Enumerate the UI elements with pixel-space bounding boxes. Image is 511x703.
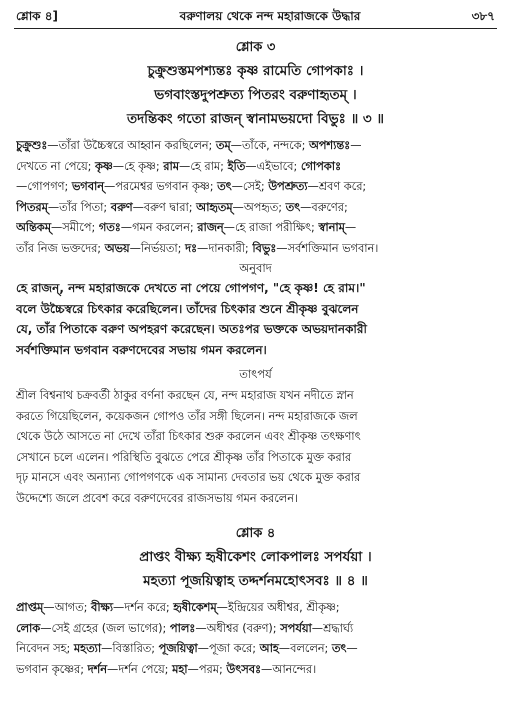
gloss-text: ভগবান কৃষ্ণের; — [16, 662, 88, 676]
sanskrit-term: লোক — [16, 621, 41, 635]
translation-line: বলে উচ্চৈস্বরে চিৎকার করেছিলেন। তাঁদের চিৎকার শুনে শ্রীকৃষ্ণ বুঝলেন — [16, 301, 359, 316]
sanskrit-term: হৃষীকেশম্ — [173, 601, 217, 614]
sanskrit-term: তৎ — [217, 180, 232, 194]
gloss-text: —সেই; — [231, 180, 269, 194]
sanskrit-term: মহা — [172, 662, 188, 676]
gloss-text: —দানকারী; — [197, 241, 253, 255]
gloss-text: —দর্শন করে; — [112, 601, 174, 614]
sanskrit-term: স্বানাম্ — [318, 221, 345, 235]
gloss-text: —দর্শন পেয়ে; — [106, 662, 173, 676]
gloss-text: —তাঁরা উচ্চৈস্বরে আহ্বান করছিলেন; — [47, 139, 216, 152]
gloss-text: —বিস্তারিত; — [101, 642, 159, 656]
gloss-text: —গোপগণ; — [16, 180, 72, 194]
verse-4-synonyms — [16, 598, 496, 680]
gloss-text: —পরম; — [187, 662, 227, 676]
gloss-text: —তাঁকে, নন্দকে; — [230, 139, 309, 152]
gloss-text: —বরুণ দ্বারা; — [132, 200, 197, 214]
synonym-line — [16, 198, 496, 219]
gloss-text: —অপহৃত; — [232, 200, 286, 214]
gloss-text: —শ্রবণ করে; — [307, 180, 367, 194]
sanskrit-term: আহৃতম্ — [196, 200, 233, 214]
gloss-text: —সর্বশক্তিমান ভগবান। — [276, 241, 379, 255]
sanskrit-term: অপশ্যন্তঃ — [308, 139, 351, 152]
sanskrit-term: বীক্ষ্য — [91, 601, 113, 614]
gloss-text: —আগত; — [43, 601, 92, 614]
gloss-text: তাঁর নিজ ভক্তদের; — [16, 241, 105, 255]
sanskrit-term: আহ — [259, 642, 279, 656]
verse-3-line-2: ভগবাংস্তদুপশ্রুত্য পিতরং বরুণাহৃতম্ । — [154, 87, 357, 103]
sanskrit-term: দর্শন — [87, 662, 107, 676]
sanskrit-term: অভয় — [104, 241, 130, 255]
verse-3-purport — [16, 386, 496, 510]
gloss-text: —পূজা করে; — [197, 642, 260, 656]
gloss-text: —নির্ভয়তা; — [129, 241, 186, 255]
sanskrit-term: তৎ — [331, 642, 347, 656]
purport-line: দৃঢ় মানসে এবং অন্যান্য গোপগণকে এক সামান্য দেবতার ভয় থেকে মুক্ত করার — [16, 471, 361, 485]
sanskrit-term: ভগবান্ — [71, 180, 105, 194]
gloss-text: —হে রাম; — [179, 159, 228, 173]
running-head-verse: শ্লোক ৪] — [16, 9, 59, 23]
sanskrit-term: উপশ্রুত্য — [268, 180, 308, 194]
sanskrit-term: উৎসবঃ — [226, 662, 262, 676]
gloss-text: — — [344, 221, 357, 235]
synonym-line — [16, 598, 496, 619]
gloss-text: নিবেদন সহ; — [16, 642, 74, 656]
synonym-line — [16, 639, 496, 660]
verse-3-heading: শ্লোক ৩ — [235, 40, 276, 55]
sanskrit-term: চুক্রুশুঃ — [16, 139, 48, 152]
sanskrit-term: রাজন্ — [197, 221, 224, 235]
gloss-text: —হে কৃষ্ণ; — [112, 159, 164, 173]
gloss-text: — — [346, 642, 358, 656]
gloss-text: —ইন্দ্রিয়ের অধীশ্বর, শ্রীকৃষ্ণ; — [216, 601, 340, 614]
sanskrit-term: পিতরম্ — [16, 200, 48, 214]
sanskrit-term: গোপকাঃ — [300, 159, 342, 173]
gloss-text: দেখতে না পেয়ে; — [16, 159, 95, 173]
sanskrit-term: মহত্যা — [73, 642, 102, 656]
sanskrit-term: রাম — [163, 159, 180, 173]
gloss-text: —পরমেশ্বর ভগবান কৃষ্ণ; — [104, 180, 218, 194]
gloss-text: —এইভাবে; — [245, 159, 301, 173]
gloss-text: —শ্রদ্ধার্ঘ্য — [311, 621, 354, 635]
purport-heading: তাৎপর্য — [239, 367, 272, 381]
gloss-text: —সেই গ্রহের (জল ভাগের); — [40, 621, 170, 635]
gloss-text: —গমন করলেন; — [120, 221, 198, 235]
gloss-text: —হে রাজা পরীক্ষিৎ; — [223, 221, 319, 235]
sanskrit-term: বরুণ — [110, 200, 133, 214]
gloss-text: —সমীপে; — [50, 221, 99, 235]
synonym-line — [16, 218, 496, 239]
purport-line: উদ্দেশ্যে জলে প্রবেশ করে বরুণদেবের রাজসভায় গমন করলেন। — [16, 491, 298, 505]
synonym-line — [16, 136, 496, 157]
purport-line: সেখানে চলে এলেন। পরিস্থিতি বুঝতে পেরে শ্রীকৃষ্ণ তাঁর পিতাকে মুক্ত করার — [16, 450, 352, 464]
sanskrit-term: দঃ — [185, 241, 198, 255]
gloss-text: —তাঁর পিতা; — [47, 200, 111, 214]
translation-line: হে রাজন্, নন্দ মহারাজকে দেখতে না পেয়ে গোপগণ, "হে কৃষ্ণ! হে রাম।" — [16, 281, 366, 295]
verse-3-line-3: তদন্তিকং গতো রাজন্ স্বানামভয়দো বিভুঃ ॥ ৩ ॥ — [126, 111, 385, 127]
synonym-line — [16, 619, 496, 640]
gloss-text: —বললেন; — [278, 642, 332, 656]
verse-4-line-1: প্রাপ্তং বীক্ষ্য হৃষীকেশং লোকপালঃ সপর্যয়া । — [139, 549, 372, 565]
verse-3-line-1: চুক্রুশুস্তমপশ্যন্তঃ কৃষ্ণ রামেতি গোপকাঃ । — [147, 63, 364, 79]
sanskrit-term: পূজয়িত্বা — [158, 642, 198, 656]
translation-line: যে, তাঁর পিতাকে বরুণ অপহরণ করেছেন। অতঃপর ভক্তকে অভয়দানকারী — [16, 322, 367, 337]
sanskrit-term: তম্ — [215, 139, 231, 152]
sanskrit-term: তৎ — [285, 200, 301, 214]
purport-line: শ্রীল বিশ্বনাথ চক্রবর্তী ঠাকুর বর্ণনা করছেন যে, নন্দ মহারাজ যখন নদীতে স্নান — [16, 389, 354, 402]
sanskrit-term: বিভুঃ — [252, 241, 277, 255]
gloss-text: —বরুণের; — [300, 200, 348, 214]
verse-4-heading: শ্লোক ৪ — [235, 526, 276, 541]
gloss-text: —অধীশ্বর (বরুণ); — [195, 621, 281, 635]
sanskrit-term: প্রাপ্তম্ — [16, 601, 44, 614]
synonym-line — [16, 157, 496, 178]
translation-heading: অনুবাদ — [239, 261, 272, 275]
translation-line: সর্বশক্তিমান ভগবান বরুণদেবের সভায় গমন করলেন। — [16, 342, 267, 357]
sanskrit-term: ইতি — [227, 159, 246, 173]
synonym-line — [16, 239, 496, 260]
sanskrit-term: অন্তিকম্ — [16, 221, 51, 235]
gloss-text: — — [350, 139, 362, 152]
verse-3-synonyms — [16, 136, 496, 260]
purport-line: থেকে উঠে আসতে না দেখে তাঁরা চিৎকার শুরু করলেন এবং শ্রীকৃষ্ণ তৎক্ষণাৎ — [16, 430, 361, 444]
verse-4-line-2: মহত্যা পূজয়িত্বাহ তদ্দর্শনমহোৎসবঃ ॥ ৪ ॥ — [143, 573, 368, 589]
sanskrit-term: পালঃ — [169, 621, 196, 635]
sanskrit-term: কৃষ্ণ — [95, 159, 113, 173]
gloss-text: —আনন্দের। — [261, 662, 317, 676]
verse-3-translation — [16, 278, 496, 360]
running-head-title: বরুণালয় থেকে নন্দ মহারাজকে উদ্ধার — [179, 9, 361, 23]
sanskrit-term: সপর্যয়া — [280, 621, 312, 635]
purport-line: করতে গিয়েছিলেন, কয়েকজন গোপও তাঁর সঙ্গী ছিলেন। নন্দ মহারাজকে জল — [16, 409, 358, 423]
synonym-line — [16, 660, 496, 681]
sanskrit-term: গতঃ — [98, 221, 121, 235]
synonym-line — [16, 177, 496, 198]
header-rule — [14, 28, 497, 29]
page-number: ৩৮৭ — [471, 9, 495, 23]
